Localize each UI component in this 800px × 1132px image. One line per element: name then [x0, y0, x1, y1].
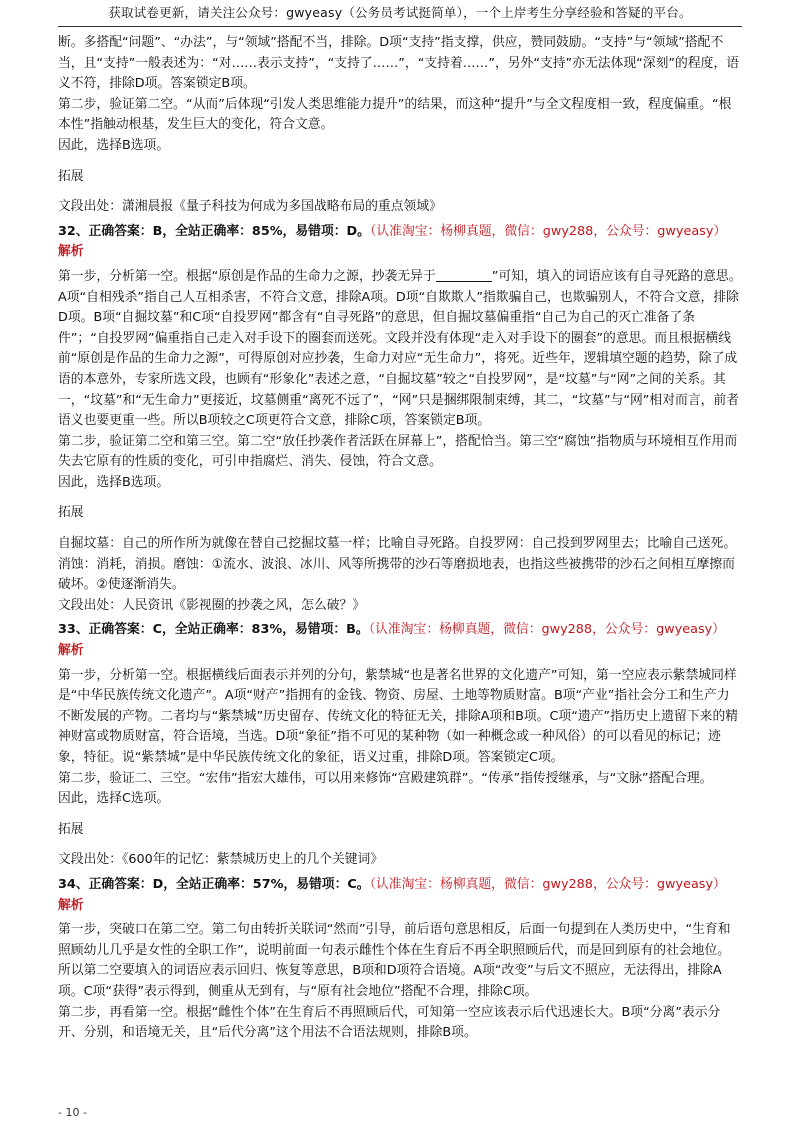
q34-paragraph-2: 第二步，再看第一空。根据“雌性个体”在生育后不再照顾后代，可知第一空应该表示后代迅速长大。B项“分离”表示分开、分别，和语境无关，且“后代分离”这个用法不合语法规则，排除B项。 [58, 1004, 721, 1041]
fill-blank-line [436, 267, 492, 282]
q32-source: 文段出处：人民资讯《影视圈的抄袭之风，怎么破？》 [58, 597, 366, 613]
q34-answer-note: （认准淘宝：杨柳真题，微信：gwy288，公众号：gwyeasy） [369, 876, 726, 892]
q33-answer-line [58, 620, 742, 641]
q34-paragraph-1: 第一步，突破口在第二空。第二句由转折关联词“然而”引导，前后语句意思相反，后面一句提到在人类历史中，“生育和照顾幼儿几乎是女性的全职工作”，说明前面一句表示雌性个体在生育后不再全职照顾后代，而是回到原有的社会地位。所以第二空要填入的词语应表示回归、恢复等意思，B项和D项符合语境。A项“改变”与后文不照应，无法得出，排除A项。C项“获得”表示得到，侧重从无到有，与“原有社会地位”搭配不合理，排除C项。 [58, 922, 731, 999]
q32-answer-line [58, 222, 742, 243]
q31-source: 文段出处：潇湘晨报《量子科技为何成为多国战略布局的重点领域》 [58, 199, 442, 215]
q32-paragraph-1-a: 第一步，分析第一空。根据“原创是作品的生命力之源，抄袭无异于 [58, 268, 436, 284]
q33-answer-note: （认准淘宝：杨柳真题，微信：gwy288，公众号：gwyeasy） [368, 622, 725, 638]
q33-source: 文段出处：《600年的记忆：紫禁城历史上的几个关键词》 [58, 852, 384, 868]
q34-analysis-heading: 解析 [58, 897, 84, 913]
q32-answer-note: （认准淘宝：杨柳真题，微信：gwy288，公众号：gwyeasy） [369, 223, 727, 239]
q33-paragraph-1: 第一步，分析第一空。根据横线后面表示并列的分句，紫禁城“也是著名世界的文化遗产”可知，第一空应表示紫禁城同样是“中华民族传统文化遗产”。A项“财产”指拥有的金钱、物资、房屋、土地等物质财富。B项“产业”指社会分工和生产力不断发展的产物。二者均与“紫禁城”历史留存、传统文化的特征无关，排除A项和B项。C项“遗产”指历史上遗留下来的精神财富或物质财富，符合语境，当选。D项“象征”指不可见的某种物（如一种概念或一种风俗）的可以看见的标记；迹象，特征。说“紫禁城”是中华民族传统文化的象征，语义过重，排除D项。答案锁定C项。 [58, 667, 739, 765]
q34-answer-line [58, 875, 742, 896]
q32-paragraph-1-b: ”可知，填入的词语应该有自寻死路的意思。A项“自相残杀”指自己人互相杀害，不符合文意，排除A项。D项“自欺欺人”指欺骗自己，也欺骗别人，不符合文意，排除D项。B项“自掘坟墓”和C项“自投罗网”都含有“自寻死路”的意思，但自掘坟墓偏重指“自己为自己的灭亡准备了条件”；“自投罗网”偏重指自己走入对手设下的圈套而送死。文段并没有体现“走入对手设下的圈套”的意思。而且根据横线前“原创是作品的生命力之源”，可得原创对应抄袭，生命力对应“无生命力”，将死。近些年，逻辑填空题的趋势，除了成语的本意外，专家所选文段，也顾有“形象化”表述之意，“自掘坟墓”较之“自投罗网”，是“坟墓”与“网”之间的关系。其一，“坟墓”和“无生命力”更接近，坟墓侧重“离死不远了”，“网”只是捆绑限制束缚，其二，“坟墓”与“网”相对而言，前者语义也要更重一些。所以B项较之C项更符合文意，排除C项，答案锁定B项。 [58, 268, 742, 429]
q31-conclusion: 因此，选择B选项。 [58, 137, 170, 153]
q33-analysis-heading: 解析 [58, 643, 84, 659]
q32-extension-text: 自掘坟墓：自己的所作所为就像在替自己挖掘坟墓一样；比喻自寻死路。自投罗网：自己投到罗网里去；比喻自己送死。消蚀：消耗，消损。磨蚀：①流水、波浪、冰川、风等所携带的沙石等磨损地表，也指这些被携带的沙石之间相互摩擦而破坏。②使逐渐消失。 [58, 536, 737, 593]
q33-answer: 33、正确答案：C，全站正确率：83%，易错项：B。 [58, 622, 369, 638]
q31-extension-heading: 拓展 [58, 168, 84, 184]
q33-paragraph-2: 第二步，验证二、三空。“宏伟”指宏大雄伟，可以用来修饰“宫殿建筑群”。“传承”指传授继承，与“文脉”搭配合理。 [58, 770, 713, 786]
q31-paragraph-1: 断。多搭配“问题”、“办法”，与“领域”搭配不当，排除。D项“支持”指支撑，供应，赞同鼓励。“支持”与“领域”搭配不当，且“支持”一般表述为：“对……表示支持”，“支持了……”，“支持着……”，另外“支持”亦无法体现“深刻”的程度，语义不符，排除D项。答案锁定B项。 [58, 35, 740, 92]
q33-extension-heading: 拓展 [58, 821, 84, 837]
page-number: - 10 - [58, 1106, 87, 1119]
document-body [58, 33, 742, 1044]
q32-paragraph-2: 第二步，验证第二空和第三空。第二空“放任抄袭作者活跃在屏幕上”，搭配恰当。第三空“腐蚀”指物质与环境相互作用而失去它原有的性质的变化，可引申指腐烂、消失、侵蚀，符合文意。 [58, 433, 738, 470]
q34-answer: 34、正确答案：D，全站正确率：57%，易错项：C。 [58, 876, 370, 892]
q33-conclusion: 因此，选择C选项。 [58, 791, 170, 807]
header-divider [58, 26, 742, 27]
q31-paragraph-2: 第二步，验证第二空。“从而”后体现“引发人类思维能力提升”的结果，而这种“提升”与全文程度相一致，程度偏重。“根本性”指触动根基，发生巨大的变化，符合文意。 [58, 96, 732, 133]
q32-extension-heading: 拓展 [58, 505, 84, 521]
q32-paragraph-1 [58, 267, 742, 432]
page-header: 获取试卷更新，请关注公众号：gwyeasy（公务员考试挺简单），一个上岸考生分享经验和答疑的平台。 [108, 5, 692, 20]
q32-answer: 32、正确答案：B，全站正确率：85%，易错项：D。 [58, 223, 370, 239]
q32-analysis-heading: 解析 [58, 244, 84, 260]
q32-conclusion: 因此，选择B选项。 [58, 474, 170, 490]
